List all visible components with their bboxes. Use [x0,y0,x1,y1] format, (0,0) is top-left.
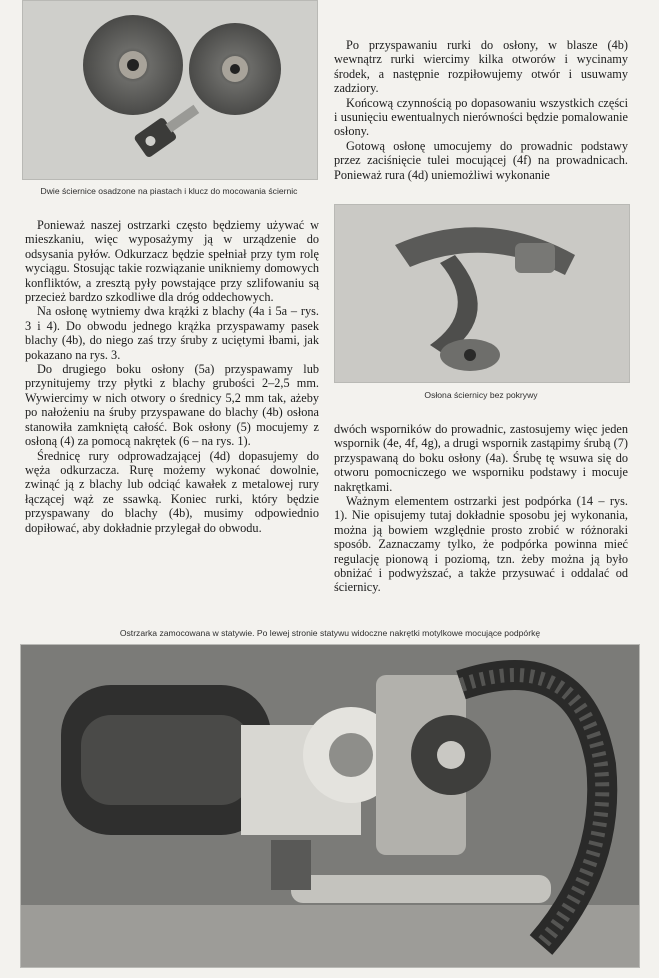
paragraph: Po przyspawaniu rurki do osłony, w blasze (4b) wewnątrz rurki wiercimy kilka otworów i wycinamy środek, a następnie rozpiłowujemy otwór i usuwamy zadziory. [334,38,628,96]
paragraph: Końcową czynnością po dopasowaniu wszystkich części i usunięciu ewentualnych nierówności będzie pomalowanie osłony. [334,95,628,139]
photo-wheel-guard [334,204,630,383]
photo-grinding-wheels [22,0,318,180]
paragraph: Gotową osłonę umocujemy do prowadnic podstawy przez zaciśnięcie tulei mocującej (4f) na prowadnicach. Ponieważ rura (4d) uniemożliwi wykonanie [334,138,628,182]
caption-wheel-guard: Osłona ściernicy bez pokrywy [424,390,538,400]
paragraph: Na osłonę wytniemy dwa krążki z blachy (4a i 5a – rys. 3 i 4). Do obwodu jednego krążka przyspawamy pasek blachy (4b), do niego zaś trzy śruby z uciętymi łbami, jak pokazano na rys. 3. [25,304,319,362]
paragraph: Ważnym elementem ostrzarki jest podpórka (14 – rys. 1). Nie opisujemy tutaj dokładnie sposobu jej wykonania, można ją bowiem względnie prosto zrobić w różnoraki sposób. Zaznaczamy tylko, że podpórka powinna mieć regulację pionową i poziomą, tzn. żeby można ją było obniżać i podwyższać, a także przysuwać i oddalać od ściernicy. [334,494,628,595]
left-column-text [25,218,319,535]
caption-grinder-on-stand: Ostrzarka zamocowana w statywie. Po lewej stronie statywu widoczne nakrętki motylkowe mocujące podpórkę [119,628,541,638]
paragraph: Średnicę rury odprowadzającej (4d) dopasujemy do węża odkurzacza. Rurę możemy wykonać dowolnie, zwinąć ją z blachy lub odciąć kawałek z metalowej rury łączącej wąż ze ssawką. Koniec rurki, który będzie przyspawany do blachy (4b), musimy odpowiednio dopiłować, aby dokładnie przylegał do obwodu. [25,448,319,535]
photo-grinder-on-stand [20,644,640,968]
caption-grinding-wheels: Dwie ściernice osadzone na piastach i klucz do mocowania ściernic [40,186,298,196]
right-column-top-text [334,38,628,182]
paragraph: Ponieważ naszej ostrzarki często będziemy używać w mieszkaniu, więc wyposażymy ją w urządzenie do odsysania pyłów. Odkurzacz będzie spełniał przy tym rolę wyciągu. Stosując takie rozwiązanie unikniemy domowych konfliktów, a zresztą pyły powstające przy szlifowaniu są przecież bardzo szkodliwe dla dróg oddechowych. [25,218,319,305]
right-column-bottom-text [334,422,628,595]
paragraph: dwóch wsporników do prowadnic, zastosujemy więc jeden wspornik (4e, 4f, 4g), a drugi wspornik zastąpimy śrubą (7) przyspawaną do boku osłony (4a). Śrubę tę wsuwa się do otworu pomocniczego we wsporniku podstawy i mocuje nakrętkami. [334,422,628,494]
paragraph: Do drugiego boku osłony (5a) przyspawamy lub przynitujemy trzy płytki z blachy grubości 2–2,5 mm. Wywiercimy w nich otwory o średnicy 5,2 mm tak, ażeby po nałożeniu na śruby przyspawane do blachy (4b) osłona stanowiła zamkniętą całość. Bok osłony (5) mocujemy z osłoną (4) za pomocą nakrętek (6 – na rys. 1). [25,362,319,449]
